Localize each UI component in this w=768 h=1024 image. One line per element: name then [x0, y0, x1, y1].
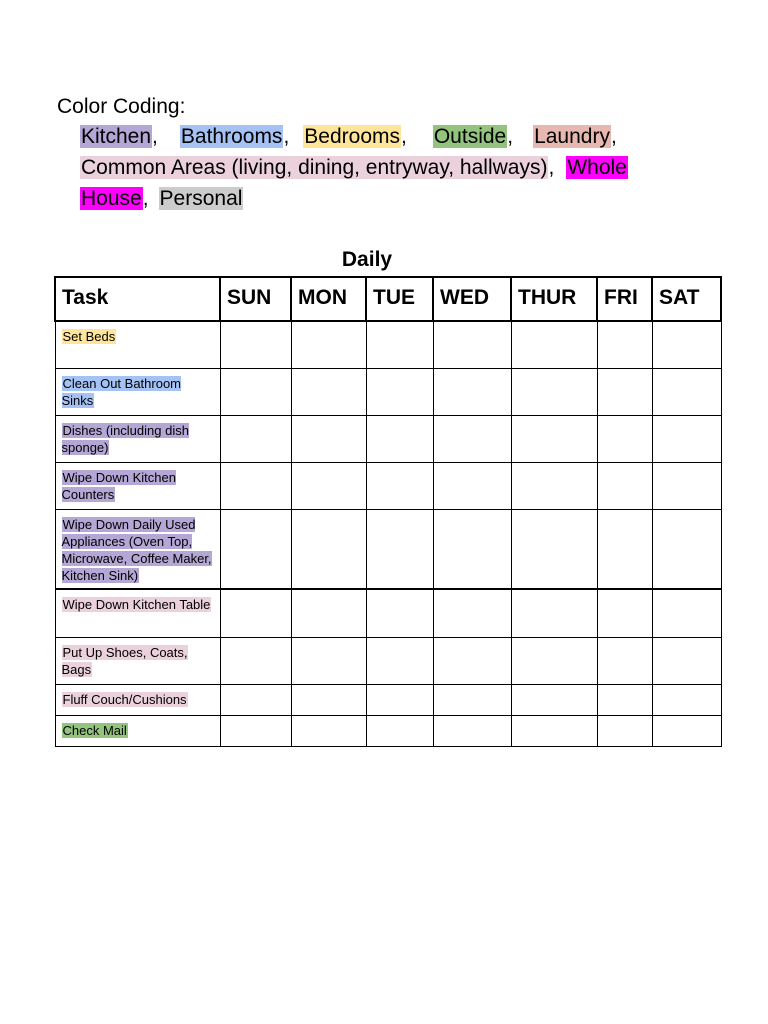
day-cell[interactable]: [366, 684, 433, 715]
task-label: Put Up Shoes, Coats, Bags: [61, 644, 188, 677]
task-cell: [55, 509, 220, 589]
task-label: Wipe Down Kitchen Table: [62, 597, 211, 612]
day-cell[interactable]: [652, 368, 721, 415]
legend-whole-house-part2: House: [81, 187, 142, 210]
header-thur: THUR: [511, 277, 597, 321]
color-coding-heading: Color Coding:: [57, 95, 186, 118]
day-cell[interactable]: [652, 589, 721, 637]
day-cell[interactable]: [291, 589, 366, 637]
task-label: Dishes (including dish sponge): [61, 422, 189, 455]
task-label: Wipe Down Daily Used Appliances (Oven Top, Microwave, Coffee Maker, Kitchen Sink): [61, 516, 212, 583]
day-cell[interactable]: [220, 509, 291, 589]
legend-separator: ,: [142, 187, 149, 210]
day-cell[interactable]: [433, 637, 511, 684]
table-row: [55, 589, 721, 637]
day-cell[interactable]: [597, 589, 652, 637]
day-cell[interactable]: [366, 415, 433, 462]
table-row: [55, 509, 721, 589]
legend-separator: ,: [548, 156, 555, 179]
header-tue: TUE: [366, 277, 433, 321]
table-row: [55, 715, 721, 746]
day-cell[interactable]: [433, 715, 511, 746]
day-cell[interactable]: [366, 368, 433, 415]
day-cell[interactable]: [433, 589, 511, 637]
legend-bedrooms: Bedrooms: [304, 125, 400, 148]
task-cell: [55, 368, 220, 415]
day-cell[interactable]: [366, 715, 433, 746]
legend-separator: ,: [152, 125, 158, 148]
day-cell[interactable]: [597, 715, 652, 746]
day-cell[interactable]: [511, 321, 597, 368]
task-label: Clean Out Bathroom Sinks: [61, 375, 182, 408]
legend-bathrooms: Bathrooms: [180, 125, 283, 148]
day-cell[interactable]: [291, 321, 366, 368]
day-cell[interactable]: [597, 509, 652, 589]
task-cell: [55, 715, 220, 746]
table-row: [55, 684, 721, 715]
legend-line-1: [80, 124, 617, 150]
daily-chore-table: [54, 276, 722, 747]
legend-laundry: Laundry: [534, 125, 610, 148]
legend-whole-house-part1: Whole: [567, 156, 627, 179]
day-cell[interactable]: [652, 509, 721, 589]
task-label: Check Mail: [62, 722, 127, 738]
legend-kitchen: Kitchen: [81, 125, 152, 148]
day-cell[interactable]: [511, 415, 597, 462]
day-cell[interactable]: [366, 637, 433, 684]
day-cell[interactable]: [597, 462, 652, 509]
table-header-row: [55, 277, 721, 321]
task-cell: [55, 684, 220, 715]
day-cell[interactable]: [366, 462, 433, 509]
table-row: [55, 462, 721, 509]
header-task: Task: [55, 277, 220, 321]
table-row: [55, 321, 721, 368]
day-cell[interactable]: [652, 637, 721, 684]
header-wed: WED: [433, 277, 511, 321]
day-cell[interactable]: [291, 509, 366, 589]
task-label: Wipe Down Kitchen Counters: [61, 469, 176, 502]
day-cell[interactable]: [291, 684, 366, 715]
day-cell[interactable]: [511, 462, 597, 509]
day-cell[interactable]: [366, 321, 433, 368]
legend-separator: ,: [401, 125, 407, 148]
day-cell[interactable]: [220, 684, 291, 715]
daily-title: Daily: [341, 248, 393, 271]
day-cell[interactable]: [652, 462, 721, 509]
table-row: [55, 415, 721, 462]
day-cell[interactable]: [291, 462, 366, 509]
task-cell: [55, 637, 220, 684]
day-cell[interactable]: [220, 462, 291, 509]
day-cell[interactable]: [511, 684, 597, 715]
task-cell: [55, 589, 220, 637]
header-sun: SUN: [220, 277, 291, 321]
day-cell[interactable]: [291, 715, 366, 746]
day-cell[interactable]: [597, 368, 652, 415]
table-row: [55, 637, 721, 684]
day-cell[interactable]: [433, 368, 511, 415]
day-cell[interactable]: [511, 637, 597, 684]
day-cell[interactable]: [291, 368, 366, 415]
day-cell[interactable]: [433, 509, 511, 589]
legend-common-areas: Common Areas (living, dining, entryway, hallways): [81, 156, 548, 179]
header-sat: SAT: [652, 277, 721, 321]
legend-separator: ,: [610, 125, 617, 148]
day-cell[interactable]: [220, 415, 291, 462]
day-cell[interactable]: [652, 715, 721, 746]
day-cell[interactable]: [652, 415, 721, 462]
day-cell[interactable]: [652, 321, 721, 368]
task-cell: [55, 415, 220, 462]
task-label: Fluff Couch/Cushions: [62, 691, 187, 707]
day-cell[interactable]: [433, 321, 511, 368]
legend-line-3: [80, 186, 243, 212]
day-cell[interactable]: [220, 637, 291, 684]
day-cell[interactable]: [511, 589, 597, 637]
day-cell[interactable]: [597, 321, 652, 368]
task-cell: [55, 462, 220, 509]
task-cell: [55, 321, 220, 368]
day-cell[interactable]: [652, 684, 721, 715]
day-cell[interactable]: [220, 715, 291, 746]
day-cell[interactable]: [511, 509, 597, 589]
day-cell[interactable]: [597, 415, 652, 462]
day-cell[interactable]: [597, 684, 652, 715]
table-row: [55, 368, 721, 415]
header-mon: MON: [291, 277, 366, 321]
day-cell[interactable]: [291, 637, 366, 684]
day-cell[interactable]: [366, 589, 433, 637]
legend-line-2: [80, 155, 628, 181]
legend-separator: ,: [283, 125, 290, 148]
day-cell[interactable]: [433, 684, 511, 715]
header-fri: FRI: [597, 277, 652, 321]
day-cell[interactable]: [220, 368, 291, 415]
day-cell[interactable]: [366, 509, 433, 589]
legend-outside: Outside: [433, 125, 507, 148]
legend-personal: Personal: [159, 187, 243, 210]
day-cell[interactable]: [511, 715, 597, 746]
day-cell[interactable]: [433, 462, 511, 509]
legend-separator: ,: [507, 125, 514, 148]
day-cell[interactable]: [291, 415, 366, 462]
day-cell[interactable]: [511, 368, 597, 415]
day-cell[interactable]: [433, 415, 511, 462]
day-cell[interactable]: [220, 589, 291, 637]
day-cell[interactable]: [220, 321, 291, 368]
day-cell[interactable]: [597, 637, 652, 684]
task-label: Set Beds: [62, 329, 116, 344]
